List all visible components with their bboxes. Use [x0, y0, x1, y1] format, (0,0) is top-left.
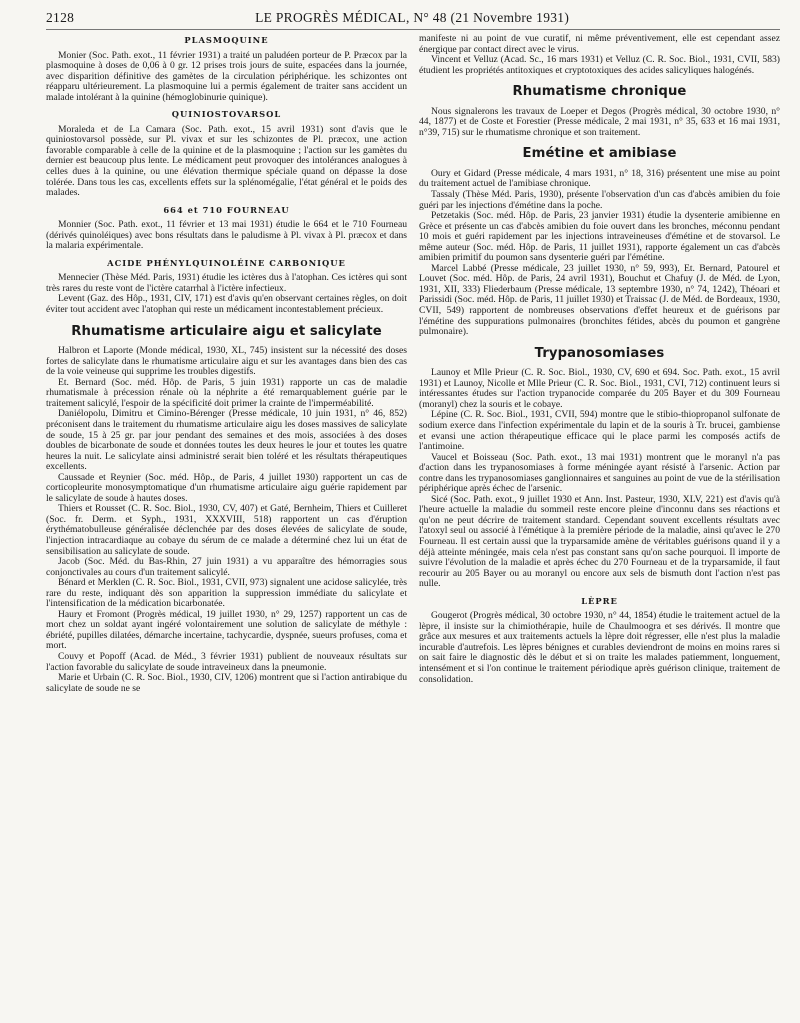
paragraph: Caussade et Reynier (Soc. méd. Hôp., de Paris, 4 juillet 1930) rapportent un cas de corticopleurite monosymptomatique d'un rhumatisme articulaire aigu guérie rapidement par le salicylate de soude à hautes doses. [46, 471, 407, 504]
article-section [46, 109, 407, 198]
right-column [419, 34, 780, 694]
paragraph: Daniélopolu, Dimitru et Cimino-Bérenger (Presse médicale, 10 juin 1931, n° 46, 852) préconisent dans le traitement du rhumatisme articulaire aigu les doses massives de salicylate de soude, 15 à 25 gr. par jour pendant des semaines et des mois, associées à des doses doubles de bicarbonate de soude et données toutes les deux heures le jour et toutes les quatre heures la nuit. Le salicylate ainsi administré serait bien toléré et les résultats thérapeutiques excellents. [46, 408, 407, 473]
article-section [419, 34, 780, 76]
paragraph: Gougerot (Progrès médical, 30 octobre 1930, n° 44, 1854) étudie le traitement actuel de la lèpre, il insiste sur la chimiothérapie, huile de Chaulmoogra et ses dérivés. Il montre que grâce aux mesures et aux traitements actuels la lèpre doit régresser, elle n'est plus la maladie incurable d'autrefois. Les lèpres bénignes et curables deviendront de moins en moins rares si on sait faire le diagnostic dès le début et si on traite les malades patiemment, longuement, intensément et si l'on continue le traitement périodique après guérison clinique, traitement de consolidation. [419, 610, 780, 685]
paragraph: Sicé (Soc. Path. exot., 9 juillet 1930 et Ann. Inst. Pasteur, 1930, XLV, 221) est d'avis qu'à l'heure actuelle la maladie du sommeil reste encore pleine d'inconnu dans ses réactions et qu'on ne peut décrire de traitement standard. Cependant souvent excellents résultats avec l'atoxyl seul ou associé à l'émétique à la première période de la maladie, ainsi qu'avec le 270 Fourneau. Il est certain aussi que la tryparsamide amène de véritables guérisons quand il y a déjà atteinte méningée, mais cela n'est pas constant sans qu'on sache pourquoi. Il importe de suivre l'évolution de la maladie et après échec du 270 Fourneau et de la tryparsamide, il faut recourir au 205 Bayer ou au moranyl ou encore aux sels de bismuth dont l'action n'est pas nulle. [419, 493, 780, 590]
section-heading: 664 et 710 FOURNEAU [163, 204, 290, 215]
article-section [419, 146, 780, 338]
paragraph: Halbron et Laporte (Monde médical, 1930, XL, 745) insistent sur la nécessité des doses fortes de salicylate dans le rhumatisme articulaire aigu et sur les avantages dans bien des cas de la voie veineuse qui supprime les troubles digestifs. [46, 345, 407, 378]
paragraph: Marcel Labbé (Presse médicale, 23 juillet 1930, n° 59, 993), Et. Bernard, Patourel et Louvet (Soc. méd. Hôp. de Paris, 24 avril 1931), Bouchut et Chafuy (J. de Méd. de Lyon, 1931, XII, 333) Fliederbaum (Presse médicale, 13 septembre 1930, n° 74, 1242), Théoari et Parissidi (Soc. méd. Hôp. de Paris, 11 juillet 1930) et Traissac (J. de Méd. de Bordeaux, 1930, CVII, 549) rapportent de nombreuses observations d'effet heureux et de guérisons par l'émétine des suppurations pulmonaires (bronchites fétides, abcès du poumon et gangrène pulmonaire). [419, 262, 780, 338]
paragraph: Vincent et Velluz (Acad. Sc., 16 mars 1931) et Velluz (C. R. Soc. Biol., 1931, CVII, 583) étudient les propriétés antitoxiques et cryptotoxiques des acides salicyliques halogénés. [419, 54, 780, 76]
section-heading: ACIDE PHÉNYLQUINOLÉINE CARBONIQUE [107, 257, 346, 268]
section-heading: LÈPRE [581, 595, 618, 606]
article-section [46, 258, 407, 316]
paragraph: Monier (Soc. Path. exot., 11 février 1931) a traité un paludéen porteur de P. Præcox par la plasmoquine à doses de 0,06 à 0 gr. 12 prises trois jours de suite, espacées dans la journée, avec disparition définitive des gamètes de la circulation périphérique. les schizontes ont réapparu ultérieurement. La plasmoquine lui a permis également de traiter sans accident un malade intolérant à la quinine (hémoglobinurie quinique). [46, 49, 407, 103]
section-heading: Trypanosomiases [534, 345, 665, 361]
paragraph: Haury et Fromont (Progrès médical, 19 juillet 1930, n° 29, 1257) rapportent un cas de mort chez un soldat ayant ingéré volontairement une solution de salicylate de méthyle : ébriété, pupilles dilatées, démarche incertaine, tachycardie, dyspnée, sueurs profuses, coma et mort. [46, 608, 407, 652]
page-number: 2128 [46, 10, 75, 25]
paragraph: Et. Bernard (Soc. méd. Hôp. de Paris, 5 juin 1931) rapporte un cas de maladie rhumatismale à précession rénale où la néphrite a été remarquablement guérie par le traitement salicylé, l'espoir de la spécificité doit primer la crainte de l'imperméabilité. [46, 376, 407, 409]
journal-title: LE PROGRÈS MÉDICAL, N° 48 (21 Novembre 1931) [255, 10, 570, 25]
article-section [46, 205, 407, 252]
paragraph: Launoy et Mlle Prieur (C. R. Soc. Biol., 1930, CV, 690 et 694. Soc. Path. exot., 15 avril 1931) et Launoy, Nicolle et Mlle Prieur (C. R. Soc. Biol., 1931, CVI, 712) continuent leurs si intéressantes études sur l'action trypanocide comparée du 205 Bayer et du 309 Fourneau (moranyl) chez la souris et le cobaye. [419, 367, 780, 410]
article-section [419, 84, 780, 138]
section-heading: Emétine et amibiase [522, 146, 677, 162]
text-columns [46, 34, 780, 694]
article-section [46, 35, 407, 103]
paragraph: Nous signalerons les travaux de Loeper et Degos (Progrès médical, 30 octobre 1930, n° 44, 1877) et de Coste et Forestier (Presse médicale, 2 mai 1931, n° 35, 633 et 16 mai 1931, n°39, 715) sur le rhumatisme chronique et son traitement. [419, 105, 780, 138]
section-heading: PLASMOQUINE [184, 35, 269, 45]
article-section [419, 345, 781, 590]
article-section [419, 596, 780, 685]
paragraph: Couvy et Popoff (Acad. de Méd., 3 février 1931) publient de nouveaux résultats sur l'action favorable du salicylate de soude intraveineux dans la pneumonie. [46, 650, 407, 673]
paragraph: Jacob (Soc. Méd. du Bas-Rhin, 27 juin 1931) a vu apparaître des hémorragies sous conjonctivales au cours d'un traitement salicylé. [46, 556, 407, 578]
paragraph: Moraleda et de La Camara (Soc. Path. exot., 15 avril 1931) sont d'avis que le quiniostovarsol possède, sur Pl. vivax et sur les schizontes de Pl. præcox, une action favorable comparable à celle de la quinine et de la plasmoquine ; l'action sur les gamètes du dernier est beaucoup plus lente. Le médicament peut provoquer des intolérances analogues à celles dues à la quinine, ou une élévation thermique spéciale quand on dépasse la dose tolérée. Dans tous les cas, excellents effets sur la splénomégalie, l'état général et le poids des malades. [46, 123, 407, 199]
paragraph: Monnier (Soc. Path. exot., 11 février et 13 mai 1931) étudie le 664 et le 710 Fourneau (dérivés quinoléiques) avec bons résultats dans le paludisme à Pl. vivax à Pl. præcox et dans la malaria expérimentale. [46, 219, 407, 252]
paragraph: manifeste ni au point de vue curatif, ni même préventivement, elle est cependant assez énergique par contact direct avec le virus. [419, 33, 780, 55]
paragraph: Mennecier (Thèse Méd. Paris, 1931) étudie les ictères dus à l'atophan. Ces ictères qui sont très rares du reste vont de l'ictère catarrhal à l'ictère infectieux. [46, 272, 407, 294]
section-heading: QUINIOSTOVARSOL [171, 109, 282, 120]
paragraph: Levent (Gaz. des Hôp., 1931, CIV, 171) est d'avis qu'en observant certaines règles, on doit éviter tout accident avec l'atophan qui reste un médicament incontestablement précieux. [46, 293, 407, 316]
paragraph: Bénard et Merklen (C. R. Soc. Biol., 1931, CVII, 973) signalent une acidose salicylée, très rare du reste, indiquant dès son apparition la suppression immédiate du salicylate et l'intensification de la médication bicarbonatée. [46, 577, 407, 610]
page-header [46, 10, 780, 30]
paragraph: Lépine (C. R. Soc. Biol., 1931, CVII, 594) montre que le stibio-thiopropanol sulfonate de sodium exerce dans l'infection expérimentale du lapin et de la souris à Tr. brucei, gambiense et evansi une action thérapeutique efficace qui le place parmi les composés actifs de l'antimoine. [419, 409, 780, 453]
paragraph: Vaucel et Boisseau (Soc. Path. exot., 13 mai 1931) montrent que le moranyl n'a pas d'action dans les trypanosomiases à forme méningée ayant résisté à l'arsenic. Action par contre dans les trypanosomiases ganglionnaires et sanguines au point de vue de la stérilisation périphérique après échec de l'arsenic. [419, 451, 781, 495]
paragraph: Marie et Urbain (C. R. Soc. Biol., 1930, CIV, 1206) montrent que si l'action antirabique du salicylate de soude ne se [46, 672, 407, 694]
paragraph: Oury et Gidard (Presse médicale, 4 mars 1931, n° 18, 316) présentent une mise au point du traitement actuel de l'amibiase chronique. [419, 167, 780, 190]
paragraph: Tassaly (Thèse Méd. Paris, 1930), présente l'observation d'un cas d'abcès amibien du foie guéri par les injections d'émétine dans la poche. [419, 189, 780, 211]
section-heading: Rhumatisme articulaire aigu et salicylate [71, 323, 382, 339]
paragraph: Petzetakis (Soc. méd. Hôp. de Paris, 23 janvier 1931) étudie la dysenterie amibienne en Grèce et présente un cas d'abcès amibien du foie ouvert dans les bronches, méconnu pendant 10 mois et guéri rapidement par les injections intraveineuses d'émétine et de stovarsol. Le même auteur (Soc. méd. Hôp. de Paris, 11 juillet 1931), rapporte également un cas d'abcès amibien primitif du poumon sans dysenterie guéri par l'émétine. [419, 210, 780, 264]
section-heading: Rhumatisme chronique [512, 84, 687, 100]
left-column [46, 34, 407, 694]
article-section [46, 323, 407, 695]
paragraph: Thiers et Rousset (C. R. Soc. Biol., 1930, CV, 407) et Gaté, Bernheim, Thiers et Cuilleret (Soc. fr. Derm. et Syph., 1931, XXXVIII, 518) rapportent un cas d'éruption érythématobulleuse généralisée déclenchée par des doses élevées de salicylate de soude, l'injection intracardiaque au cobaye du sérum de ce malade a déterminé chez lui un état de sensibilisation au salicylate de soude. [46, 503, 407, 557]
